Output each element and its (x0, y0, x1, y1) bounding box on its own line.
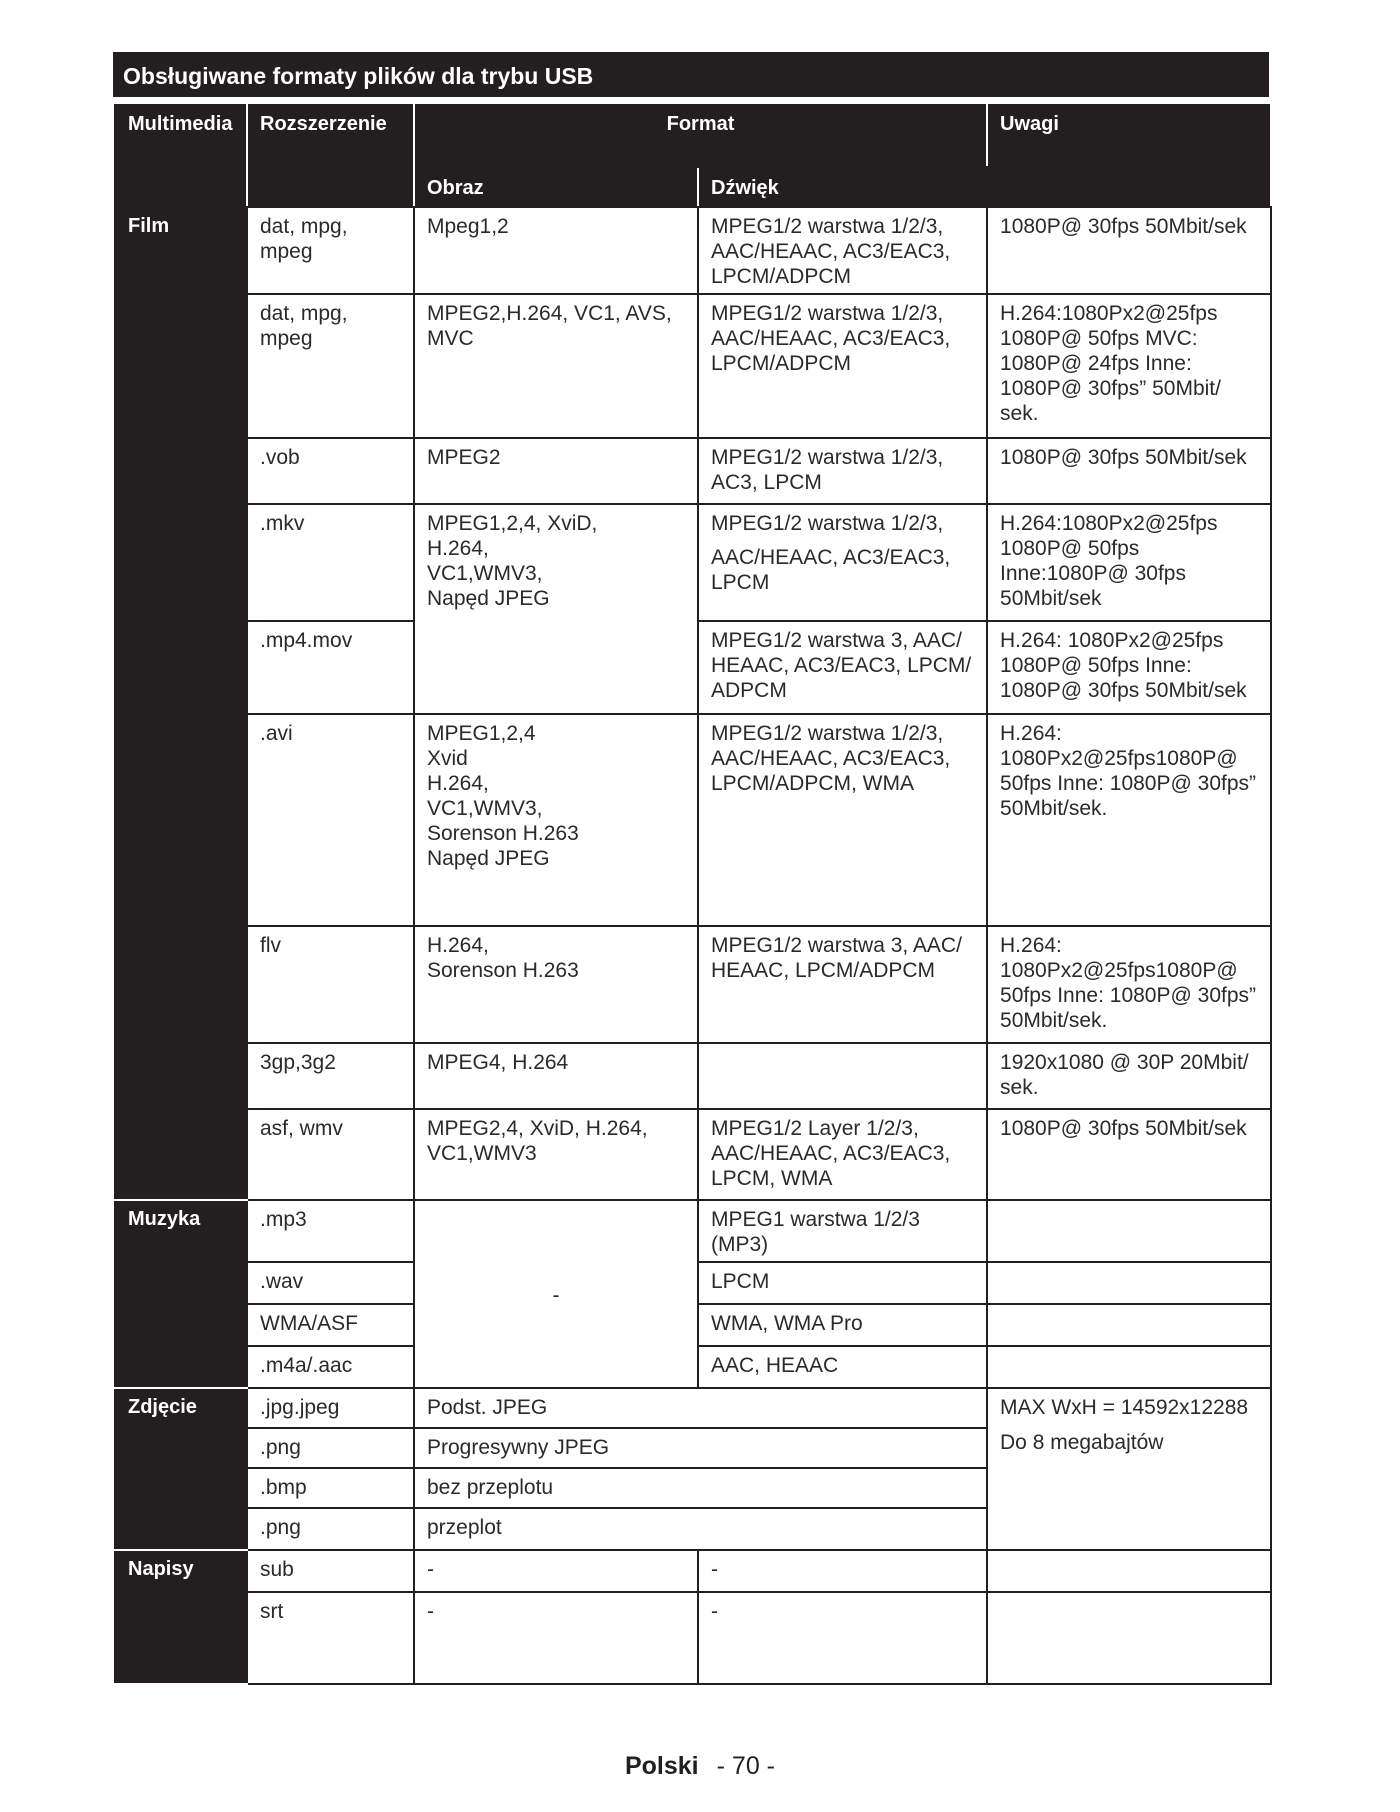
cell-note (987, 1304, 1271, 1346)
image-format-line: Napęd JPEG (427, 847, 550, 870)
table-row (115, 504, 1271, 621)
cell-image (414, 714, 698, 926)
cell-sound: WMA, WMA Pro (698, 1304, 987, 1346)
cell-extension: WMA/ASF (247, 1304, 414, 1346)
category-film: Film (115, 207, 247, 1200)
cell-image: Mpeg1,2 (414, 207, 698, 294)
cell-sound: MPEG1/2 warstwa 1/2/3, AAC/HEAAC, AC3/EAC3, LPCM/ADPCM, WMA (698, 714, 987, 926)
image-format-line: Napęd JPEG (427, 587, 550, 610)
footer-language: Polski (624, 1752, 699, 1780)
cell-image: MPEG2,H.264, VC1, AVS, MVC (414, 294, 698, 438)
cell-format: przeplot (414, 1508, 987, 1550)
table-row (115, 438, 1271, 504)
page-footer (0, 1752, 1400, 1781)
cell-image: MPEG4, H.264 (414, 1043, 698, 1109)
cell-extension: sub (247, 1550, 414, 1592)
photo-note-line: Do 8 megabajtów (1000, 1431, 1164, 1454)
sound-format-line: AAC/HEAAC, AC3/EAC3, LPCM (711, 546, 951, 594)
cell-sound: - (698, 1550, 987, 1592)
cell-sound: MPEG1/2 warstwa 1/2/3, AAC/HEAAC, AC3/EAC3, LPCM/ADPCM (698, 294, 987, 438)
cell-format: Progresywny JPEG (414, 1428, 987, 1468)
table-title: Obsługiwane formaty plików dla trybu USB (113, 52, 1269, 97)
cell-format: Podst. JPEG (414, 1388, 987, 1428)
cell-extension: .png (247, 1508, 414, 1550)
table-row (115, 1592, 1271, 1684)
photo-note-line: MAX WxH = 14592x12288 (1000, 1396, 1249, 1419)
cell-image: - (414, 1200, 698, 1388)
cell-extension: dat, mpg, mpeg (247, 207, 414, 294)
cell-note (987, 1346, 1271, 1388)
image-format-line: MPEG1,2,4, XviD, (427, 512, 598, 535)
image-format-line: MPEG1,2,4 (427, 722, 536, 745)
cell-note: 1080P@ 30fps 50Mbit/sek (987, 1109, 1271, 1200)
cell-extension: srt (247, 1592, 414, 1684)
header-multimedia: Multimedia (115, 105, 247, 207)
usb-formats-table (114, 104, 1272, 1685)
header-image: Obraz (414, 167, 698, 207)
image-format-line: H.264, (427, 772, 489, 795)
image-format-line: Xvid (427, 747, 468, 770)
cell-sound: MPEG1 warstwa 1/2/3 (MP3) (698, 1200, 987, 1262)
cell-sound: MPEG1/2 warstwa 3, AAC/ HEAAC, AC3/EAC3, LPCM/ ADPCM (698, 621, 987, 714)
cell-extension: asf, wmv (247, 1109, 414, 1200)
cell-image: MPEG2 (414, 438, 698, 504)
cell-extension: .mp3 (247, 1200, 414, 1262)
table-row (115, 294, 1271, 438)
cell-sound: - (698, 1592, 987, 1684)
image-format-line: Sorenson H.263 (427, 959, 579, 982)
table-row (115, 1200, 1271, 1262)
image-format-line: H.264, (427, 934, 489, 957)
cell-sound (698, 504, 987, 621)
image-format-line: Sorenson H.263 (427, 822, 579, 845)
image-format-line: H.264, (427, 537, 489, 560)
header-notes: Uwagi (987, 105, 1271, 207)
cell-note: 1920x1080 @ 30P 20Mbit/ sek. (987, 1043, 1271, 1109)
cell-note: H.264:1080Px2@25fps 1080P@ 50fps Inne:1080P@ 30fps 50Mbit/sek (987, 504, 1271, 621)
cell-extension: 3gp,3g2 (247, 1043, 414, 1109)
cell-sound: MPEG1/2 warstwa 3, AAC/ HEAAC, LPCM/ADPCM (698, 926, 987, 1043)
cell-sound (698, 1043, 987, 1109)
image-format-line: VC1,WMV3, (427, 562, 543, 585)
cell-extension: flv (247, 926, 414, 1043)
cell-extension: .m4a/.aac (247, 1346, 414, 1388)
category-music: Muzyka (115, 1200, 247, 1388)
header-sound: Dźwięk (698, 167, 987, 207)
cell-extension: dat, mpg, mpeg (247, 294, 414, 438)
cell-extension: .vob (247, 438, 414, 504)
cell-sound: MPEG1/2 warstwa 1/2/3, AAC/HEAAC, AC3/EAC3, LPCM/ADPCM (698, 207, 987, 294)
cell-format: bez przeplotu (414, 1468, 987, 1508)
category-photo: Zdjęcie (115, 1388, 247, 1550)
table-row (115, 1550, 1271, 1592)
cell-sound: MPEG1/2 Layer 1/2/3, AAC/HEAAC, AC3/EAC3, LPCM, WMA (698, 1109, 987, 1200)
cell-extension: .jpg.jpeg (247, 1388, 414, 1428)
cell-note: H.264: 1080Px2@25fps1080P@ 50fps Inne: 1080P@ 30fps” 50Mbit/sek. (987, 926, 1271, 1043)
cell-extension: .png (247, 1428, 414, 1468)
cell-note: H.264: 1080Px2@25fps1080P@ 50fps Inne: 1080P@ 30fps” 50Mbit/sek. (987, 714, 1271, 926)
cell-note (987, 1592, 1271, 1684)
table-row (115, 1109, 1271, 1200)
cell-extension: .bmp (247, 1468, 414, 1508)
cell-note (987, 1200, 1271, 1262)
header-format: Format (414, 105, 987, 167)
image-format-line: VC1,WMV3, (427, 797, 543, 820)
cell-image: - (414, 1592, 698, 1684)
table-row (115, 926, 1271, 1043)
cell-sound: AAC, HEAAC (698, 1346, 987, 1388)
page-number: - 70 - (716, 1752, 775, 1780)
cell-sound: MPEG1/2 warstwa 1/2/3, AC3, LPCM (698, 438, 987, 504)
cell-image (414, 926, 698, 1043)
category-subtitles: Napisy (115, 1550, 247, 1684)
table-row (115, 714, 1271, 926)
table-row (115, 1043, 1271, 1109)
cell-extension: .wav (247, 1262, 414, 1304)
cell-note (987, 1262, 1271, 1304)
cell-note (987, 1550, 1271, 1592)
sound-format-line: MPEG1/2 warstwa 1/2/3, (711, 512, 944, 535)
header-extension: Rozszerzenie (247, 105, 414, 207)
cell-note: 1080P@ 30fps 50Mbit/sek (987, 438, 1271, 504)
cell-note (987, 1388, 1271, 1550)
table-row (115, 207, 1271, 294)
cell-extension: .avi (247, 714, 414, 926)
cell-note: H.264: 1080Px2@25fps 1080P@ 50fps Inne: 1080P@ 30fps 50Mbit/sek (987, 621, 1271, 714)
cell-image: - (414, 1550, 698, 1592)
cell-extension: .mp4.mov (247, 621, 414, 714)
cell-extension: .mkv (247, 504, 414, 621)
cell-note: H.264:1080Px2@25fps 1080P@ 50fps MVC: 1080P@ 24fps Inne: 1080P@ 30fps” 50Mbit/ sek. (987, 294, 1271, 438)
cell-image (414, 504, 698, 714)
table-row (115, 1388, 1271, 1428)
cell-sound: LPCM (698, 1262, 987, 1304)
cell-image: MPEG2,4, XviD, H.264, VC1,WMV3 (414, 1109, 698, 1200)
cell-note: 1080P@ 30fps 50Mbit/sek (987, 207, 1271, 294)
